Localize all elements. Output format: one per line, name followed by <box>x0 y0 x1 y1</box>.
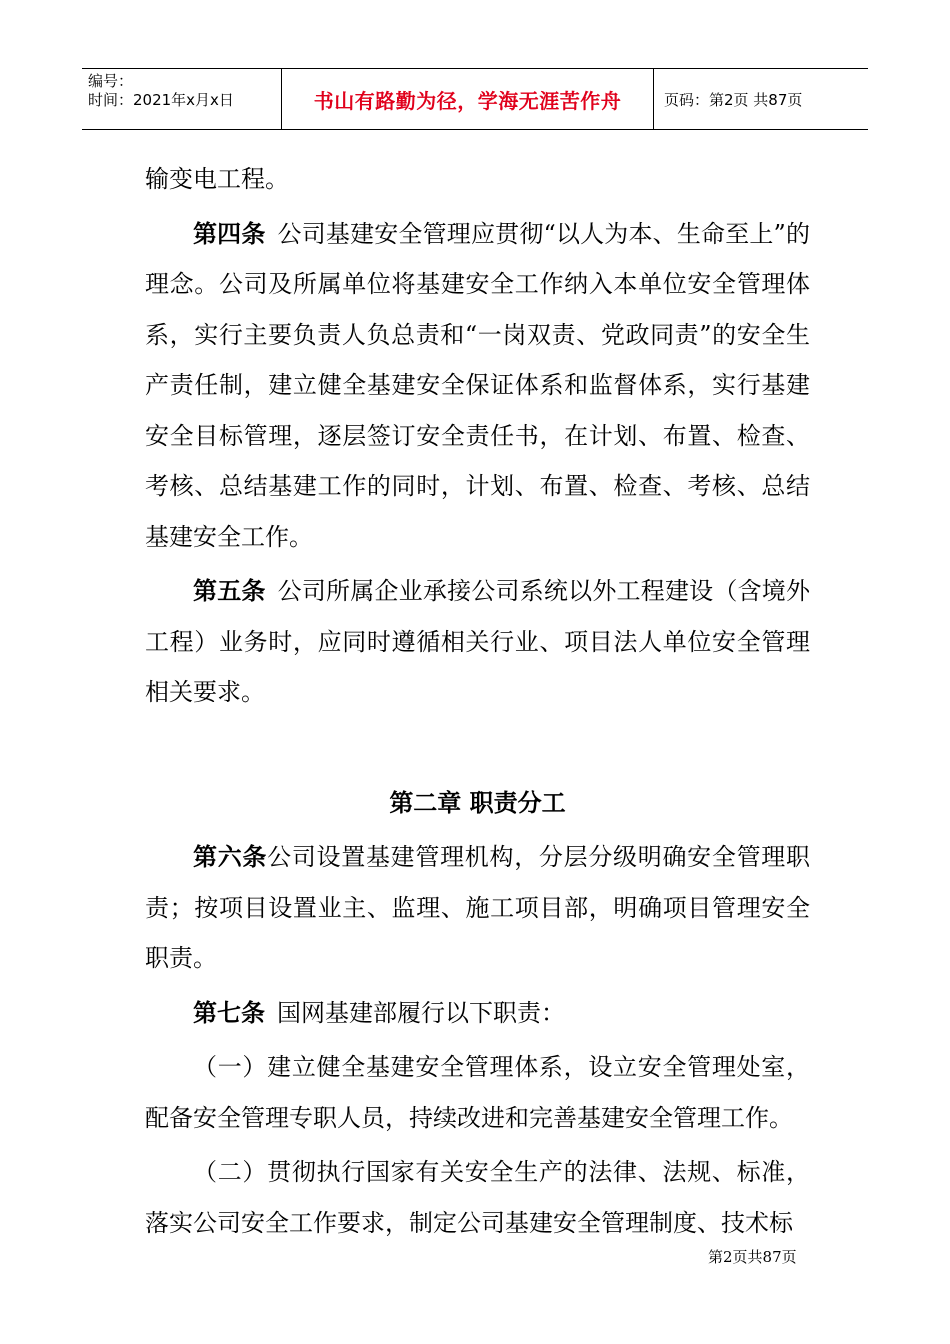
page-footer: 第2页共87页 <box>708 1248 797 1266</box>
document-body <box>145 154 810 1248</box>
header-motto-cell <box>282 69 654 129</box>
list-item-1: （一）建立健全基建安全管理体系，设立安全管理处室，配备安全管理专职人员，持续改进和完善基建安全管理工作。 <box>145 1053 810 1132</box>
header-date-label: 时间：2021年x月x日 <box>88 91 234 109</box>
article-4-title: 第四条 <box>193 219 266 248</box>
chapter-heading: 第二章 职责分工 <box>389 788 566 817</box>
article-5-text: 公司所属企业承接公司系统以外工程建设（含境外工程）业务时，应同时遵循相关行业、项目法人单位安全管理相关要求。 <box>145 577 810 706</box>
article-4 <box>145 209 810 563</box>
article-6-title: 第六条 <box>193 843 268 871</box>
header-number-label: 编号： <box>88 72 134 90</box>
header-meta-cell <box>82 69 282 129</box>
article-5-title: 第五条 <box>193 577 266 605</box>
header-page-info: 页码：第2页 共87页 <box>664 90 803 109</box>
article-5 <box>145 566 810 718</box>
article-7 <box>145 988 810 1039</box>
article-7-title: 第七条 <box>193 998 265 1027</box>
article-6 <box>145 832 810 984</box>
header-motto: 书山有路勤为径，学海无涯苦作舟 <box>313 88 622 113</box>
list-item-2: （二）贯彻执行国家有关安全生产的法律、法规、标准，落实公司安全工作要求，制定公司基建安全管理制度、技术标 <box>145 1158 810 1237</box>
article-7-text: 国网基建部履行以下职责： <box>277 998 565 1027</box>
document-header <box>82 68 868 130</box>
article-4-text: 公司基建安全管理应贯彻“以人为本、生命至上”的理念。公司及所属单位将基建安全工作纳入本单位安全管理体系，实行主要负责人负总责和“一岗双责、党政同责”的安全生产责任制，建立健全基建安全保证体系和监督体系，实行基建安全目标管理，逐层签订安全责任书，在计划、布置、检查、考核、总结基建工作的同时，计划、布置、检查、考核、总结基建安全工作。 <box>145 219 811 551</box>
header-page-cell <box>654 69 868 129</box>
paragraph-continuation: 输变电工程。 <box>145 165 289 193</box>
article-6-text: 公司设置基建管理机构，分层分级明确安全管理职责；按项目设置业主、监理、施工项目部，明确项目管理安全职责。 <box>145 843 810 972</box>
